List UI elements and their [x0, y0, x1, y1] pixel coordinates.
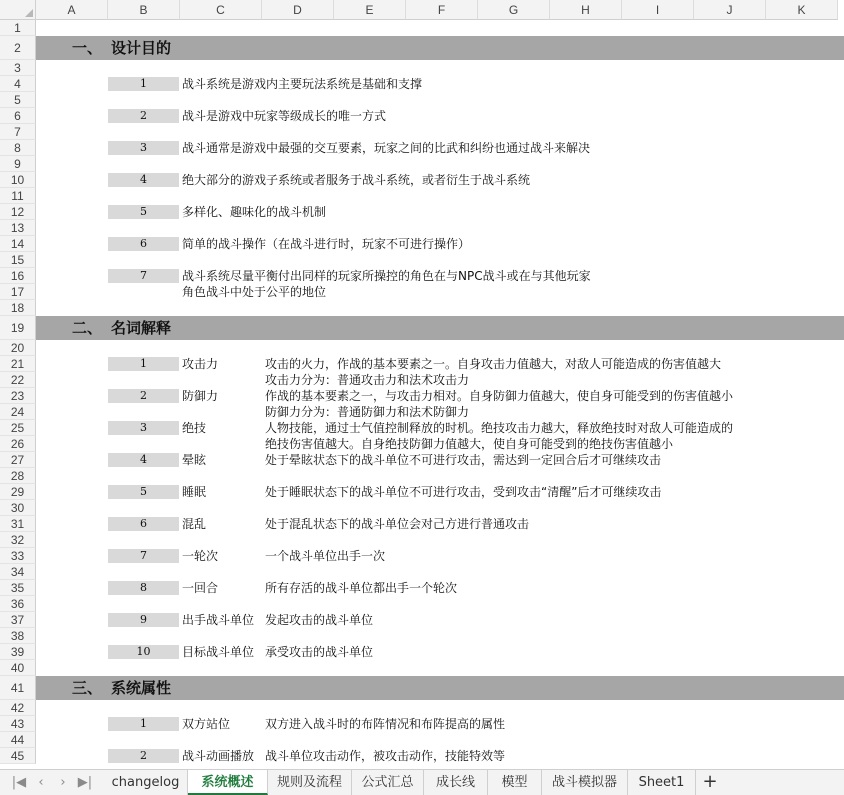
term-name: 一回合	[182, 581, 219, 595]
term-name: 睡眠	[182, 485, 207, 499]
row-header[interactable]: 24	[0, 404, 36, 420]
row-header[interactable]: 22	[0, 372, 36, 388]
section-title: 设计目的	[111, 39, 172, 57]
attribute-name: 双方站位	[182, 717, 231, 731]
term-description-continued: 攻击力分为：普通攻击力和法术攻击力	[265, 373, 470, 387]
attribute-name: 战斗动画播放	[182, 749, 255, 763]
goal-text: 简单的战斗操作（在战斗进行时，玩家不可进行操作）	[182, 237, 471, 251]
row-header[interactable]: 14	[0, 236, 36, 252]
row-header[interactable]: 28	[0, 468, 36, 484]
term-description: 攻击的火力，作战的基本要素之一。自身攻击力值越大，对敌人可能造成的伤害值越大	[265, 357, 722, 371]
term-number: 5	[108, 485, 179, 499]
term-name: 出手战斗单位	[182, 613, 255, 627]
attribute-number: 2	[108, 749, 179, 763]
row-header[interactable]: 8	[0, 140, 36, 156]
row-header[interactable]: 32	[0, 532, 36, 548]
term-description: 作战的基本要素之一，与攻击力相对。自身防御力值越大，使自身可能受到的伤害值越小	[265, 389, 734, 403]
select-all-corner[interactable]	[0, 0, 36, 20]
row-header[interactable]: 35	[0, 580, 36, 596]
column-header-b[interactable]: B	[108, 0, 180, 20]
column-header-e[interactable]: E	[334, 0, 406, 20]
row-header[interactable]: 31	[0, 516, 36, 532]
goal-text: 战斗系统是游戏内主要玩法系统是基础和支撑	[182, 77, 423, 91]
term-description: 发起攻击的战斗单位	[265, 613, 374, 627]
column-header-g[interactable]: G	[478, 0, 550, 20]
row-header[interactable]: 20	[0, 340, 36, 356]
attribute-description: 战斗单位攻击动作，被攻击动作，技能特效等	[265, 749, 506, 763]
sheet-tab[interactable]: 公式汇总	[352, 770, 424, 795]
row-header[interactable]: 40	[0, 660, 36, 676]
goal-number: 5	[108, 205, 179, 219]
row-header[interactable]: 30	[0, 500, 36, 516]
column-header-f[interactable]: F	[406, 0, 478, 20]
term-number: 1	[108, 357, 179, 371]
next-sheet-icon[interactable]: ›	[60, 775, 66, 790]
sheet-tab[interactable]: changelog	[104, 770, 188, 795]
sheet-tab-bar	[0, 769, 844, 795]
goal-number: 4	[108, 173, 179, 187]
term-description-continued: 防御力分为：普通防御力和法术防御力	[265, 405, 470, 419]
row-header[interactable]: 41	[0, 676, 36, 700]
term-number: 7	[108, 549, 179, 563]
row-header[interactable]: 42	[0, 700, 36, 716]
first-sheet-icon[interactable]: |◀	[11, 775, 27, 790]
section-title: 名词解释	[111, 319, 172, 337]
sheet-tab[interactable]: 规则及流程	[268, 770, 352, 795]
last-sheet-icon[interactable]: ▶|	[77, 775, 93, 790]
row-header[interactable]: 1	[0, 20, 36, 36]
goal-text-continued: 角色战斗中处于公平的地位	[182, 285, 327, 299]
term-name: 目标战斗单位	[182, 645, 255, 659]
term-number: 8	[108, 581, 179, 595]
prev-sheet-icon[interactable]: ‹	[38, 775, 44, 790]
row-header[interactable]: 39	[0, 644, 36, 660]
row-header[interactable]: 10	[0, 172, 36, 188]
term-name: 攻击力	[182, 357, 219, 371]
row-header[interactable]: 43	[0, 716, 36, 732]
column-header-a[interactable]: A	[36, 0, 108, 20]
goal-text: 战斗通常是游戏中最强的交互要素，玩家之间的比武和纠纷也通过战斗来解决	[182, 141, 591, 155]
row-header[interactable]: 19	[0, 316, 36, 340]
goal-text: 多样化、趣味化的战斗机制	[182, 205, 327, 219]
row-header[interactable]: 16	[0, 268, 36, 284]
term-name: 混乱	[182, 517, 207, 531]
row-header[interactable]: 23	[0, 388, 36, 404]
term-number: 6	[108, 517, 179, 531]
row-header[interactable]: 11	[0, 188, 36, 204]
sheet-tab[interactable]: 成长线	[424, 770, 488, 795]
row-header[interactable]: 17	[0, 284, 36, 300]
add-sheet-icon[interactable]: +	[702, 771, 718, 792]
row-header[interactable]: 45	[0, 748, 36, 764]
row-header[interactable]: 13	[0, 220, 36, 236]
term-number: 2	[108, 389, 179, 403]
term-number: 4	[108, 453, 179, 467]
goal-number: 1	[108, 77, 179, 91]
goal-number: 3	[108, 141, 179, 155]
sheet-tab[interactable]: 系统概述	[188, 770, 268, 795]
row-header[interactable]: 38	[0, 628, 36, 644]
row-header[interactable]: 3	[0, 60, 36, 76]
column-header-j[interactable]: J	[694, 0, 766, 20]
term-description: 处于睡眠状态下的战斗单位不可进行攻击，受到攻击“清醒”后才可继续攻击	[265, 485, 662, 499]
term-name: 晕眩	[182, 453, 207, 467]
attribute-description: 双方进入战斗时的布阵情况和布阵提高的属性	[265, 717, 506, 731]
section-index: 三、	[72, 679, 103, 697]
row-header[interactable]: 2	[0, 36, 36, 60]
row-header[interactable]: 5	[0, 92, 36, 108]
goal-text: 战斗是游戏中玩家等级成长的唯一方式	[182, 109, 387, 123]
term-description: 人物技能，通过士气值控制释放的时机。绝技攻击力越大，释放绝技时对敌人可能造成的	[265, 421, 734, 435]
column-header-k[interactable]: K	[766, 0, 838, 20]
term-description-continued: 绝技伤害值越大。自身绝技防御力值越大，使自身可能受到的绝技伤害值越小	[265, 437, 674, 451]
term-description: 处于晕眩状态下的战斗单位不可进行攻击，需达到一定回合后才可继续攻击	[265, 453, 662, 467]
row-header[interactable]: 21	[0, 356, 36, 372]
row-header[interactable]: 6	[0, 108, 36, 124]
section-index: 二、	[72, 319, 103, 337]
goal-number: 7	[108, 269, 179, 283]
term-number: 9	[108, 613, 179, 627]
column-header-c[interactable]: C	[180, 0, 262, 20]
column-header-h[interactable]: H	[550, 0, 622, 20]
term-description: 一个战斗单位出手一次	[265, 549, 386, 563]
row-header[interactable]: 18	[0, 300, 36, 316]
row-header[interactable]: 15	[0, 252, 36, 268]
term-number: 3	[108, 421, 179, 435]
column-header-d[interactable]: D	[262, 0, 334, 20]
term-description: 处于混乱状态下的战斗单位会对己方进行普通攻击	[265, 517, 530, 531]
term-number: 10	[108, 645, 179, 659]
row-header[interactable]: 9	[0, 156, 36, 172]
row-header[interactable]: 4	[0, 76, 36, 92]
term-name: 一轮次	[182, 549, 219, 563]
row-header[interactable]: 25	[0, 420, 36, 436]
row-header[interactable]: 27	[0, 452, 36, 468]
row-header[interactable]: 37	[0, 612, 36, 628]
row-header[interactable]: 33	[0, 548, 36, 564]
row-header[interactable]: 26	[0, 436, 36, 452]
goal-text: 绝大部分的游戏子系统或者服务于战斗系统，或者衍生于战斗系统	[182, 173, 531, 187]
row-header[interactable]: 36	[0, 596, 36, 612]
goal-text: 战斗系统尽量平衡付出同样的玩家所操控的角色在与NPC战斗或在与其他玩家	[182, 269, 591, 283]
term-name: 防御力	[182, 389, 219, 403]
term-name: 绝技	[182, 421, 207, 435]
row-header[interactable]: 44	[0, 732, 36, 748]
sheet-tab[interactable]: 战斗模拟器	[542, 770, 628, 795]
section-index: 一、	[72, 39, 103, 57]
section-title: 系统属性	[111, 679, 172, 697]
term-description: 承受攻击的战斗单位	[265, 645, 374, 659]
sheet-tab[interactable]: 模型	[488, 770, 542, 795]
attribute-number: 1	[108, 717, 179, 731]
row-header[interactable]: 34	[0, 564, 36, 580]
goal-number: 6	[108, 237, 179, 251]
row-header[interactable]: 29	[0, 484, 36, 500]
column-header-i[interactable]: I	[622, 0, 694, 20]
row-header[interactable]: 7	[0, 124, 36, 140]
term-description: 所有存活的战斗单位都出手一个轮次	[265, 581, 458, 595]
goal-number: 2	[108, 109, 179, 123]
row-header[interactable]: 12	[0, 204, 36, 220]
sheet-tab[interactable]: Sheet1	[628, 770, 696, 795]
